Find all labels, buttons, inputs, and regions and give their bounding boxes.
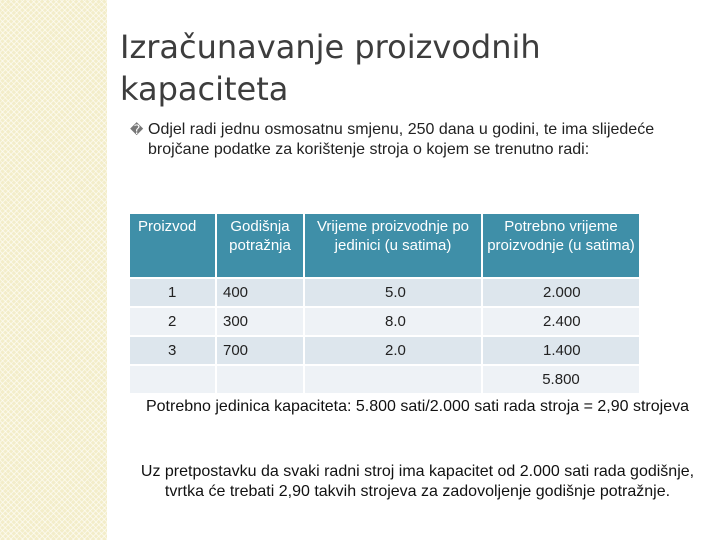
table-cell: 300 bbox=[216, 307, 304, 336]
table-cell: 3 bbox=[130, 336, 216, 365]
table-row bbox=[130, 336, 640, 365]
side-divider bbox=[107, 0, 110, 540]
table-cell: 400 bbox=[216, 278, 304, 307]
bullet-item bbox=[130, 120, 690, 160]
capacity-result-text: Potrebno jedinica kapaciteta: 5.800 sati/2.000 sati rada stroja = 2,90 strojeva bbox=[145, 398, 689, 415]
bullet-text: Odjel radi jednu osmosatnu smjenu, 250 dana u godini, te ima slijedeće brojčane podatke za korištenje stroja o kojem se trenutno radi: bbox=[148, 121, 655, 158]
table-row bbox=[130, 307, 640, 336]
slide-title: Izračunavanje proizvodnih kapaciteta bbox=[120, 28, 541, 108]
table-cell: 2.400 bbox=[482, 307, 640, 336]
table-cell: 5.0 bbox=[304, 278, 482, 307]
table-row bbox=[130, 278, 640, 307]
table-cell: 2.000 bbox=[482, 278, 640, 307]
header-annual-demand: Godišnja potražnja bbox=[216, 214, 304, 278]
table-cell: 8.0 bbox=[304, 307, 482, 336]
table-header-row bbox=[130, 214, 640, 278]
table-cell: 2.0 bbox=[304, 336, 482, 365]
table-cell bbox=[216, 365, 304, 394]
header-product: Proizvod bbox=[130, 214, 216, 278]
assumption-line-2: tvrtka će trebati 2,90 takvih strojeva za zadovoljenje godišnje potražnje. bbox=[164, 483, 671, 500]
assumption-line-1: Uz pretpostavku da svaki radni stroj ima kapacitet od 2.000 sati rada godišnje, bbox=[140, 463, 695, 480]
decorative-side-strip bbox=[0, 0, 107, 540]
table-cell: 2 bbox=[130, 307, 216, 336]
table-cell bbox=[130, 365, 216, 394]
total-cell: 5.800 bbox=[482, 365, 640, 394]
table-cell bbox=[304, 365, 482, 394]
table-cell: 700 bbox=[216, 336, 304, 365]
capacity-table bbox=[130, 214, 641, 395]
table-row-total bbox=[130, 365, 640, 394]
table-cell: 1 bbox=[130, 278, 216, 307]
table-cell: 1.400 bbox=[482, 336, 640, 365]
header-unit-time: Vrijeme proizvodnje po jedinici (u satima) bbox=[304, 214, 482, 278]
header-required-time: Potrebno vrijeme proizvodnje (u satima) bbox=[482, 214, 640, 278]
assumption-text bbox=[120, 462, 715, 502]
bullet-marker-icon: � bbox=[130, 122, 144, 137]
